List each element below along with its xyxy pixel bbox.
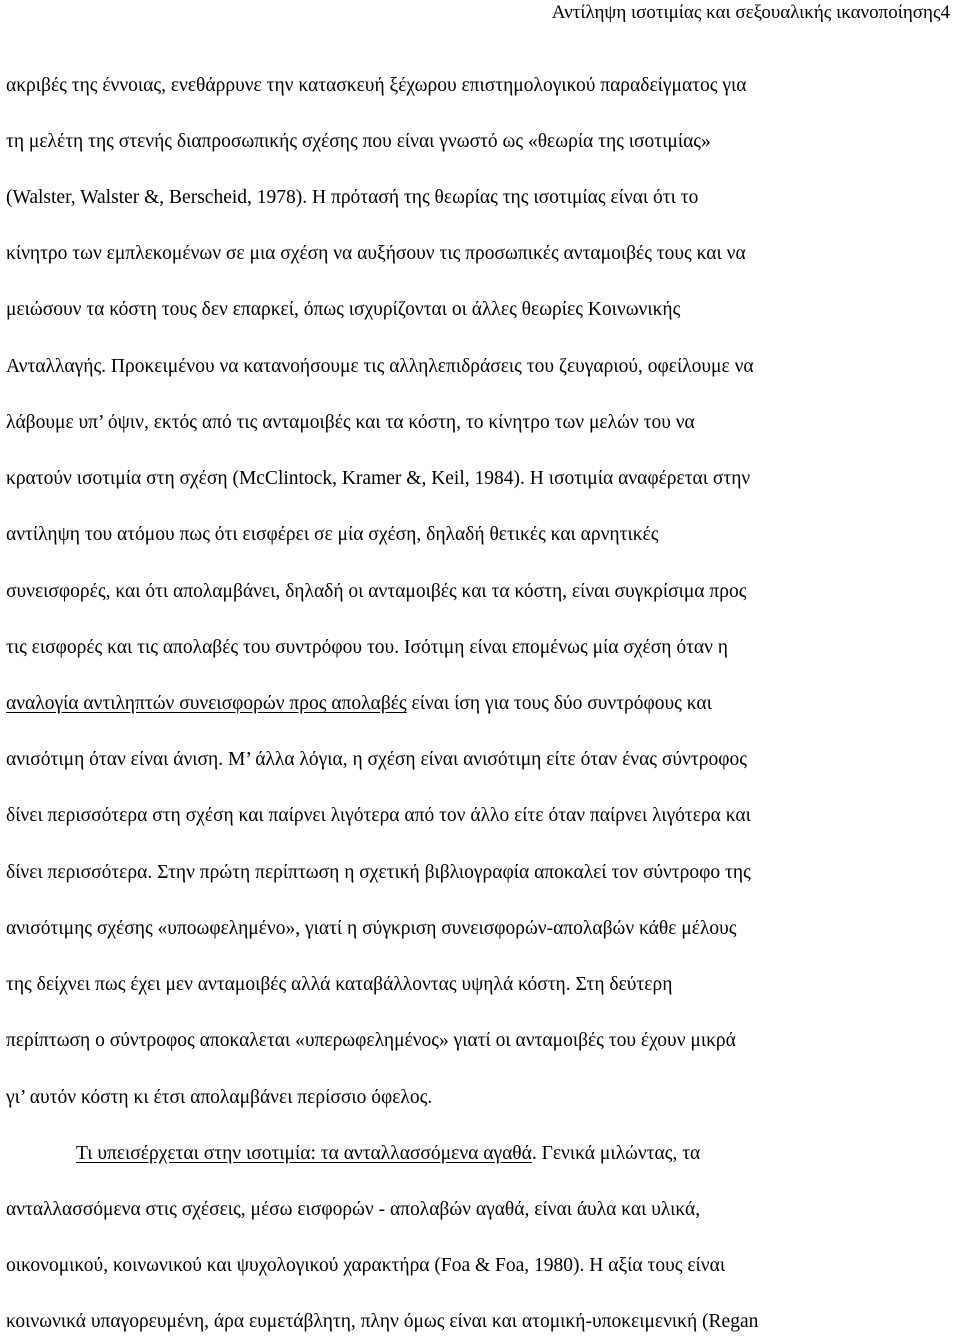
- text-line: γι’ αυτόν κόστη κι έτσι απολαμβάνει περίσσιο όφελος.: [6, 1087, 433, 1108]
- underlined-phrase: αναλογία αντιληπτών συνεισφορών προς απολαβές: [6, 693, 407, 714]
- text-run: είναι ίση για τους δύο συντρόφους και: [406, 693, 712, 714]
- text-line: κοινωνικά υπαγορευμένη, άρα ευμετάβλητη, πλην όμως είναι και ατομική-υποκειμενική (Regan: [6, 1311, 759, 1332]
- text-run: . Γενικά μιλώντας, τα: [531, 1143, 701, 1164]
- text-line: περίπτωση ο σύντροφος αποκαλεται «υπερωφελημένος» γιατί οι ανταμοιβές του έχουν μικρά: [6, 1030, 736, 1051]
- text-line: ανταλλασσόμενα στις σχέσεις, μέσω εισφορών - απολαβών αγαθά, είναι άυλα και υλικά,: [6, 1199, 701, 1220]
- text-line: κίνητρο των εμπλεκομένων σε μια σχέση να αυξήσουν τις προσωπικές ανταμοιβές τους και να: [6, 243, 746, 264]
- text-line: τη μελέτη της στενής διαπροσωπικής σχέσης που είναι γνωστό ως «θεωρία της ισοτιμίας»: [6, 131, 711, 152]
- text-line: συνεισφορές, και ότι απολαμβάνει, δηλαδή οι ανταμοιβές και τα κόστη, είναι συγκρίσιμα προς: [6, 581, 747, 602]
- text-line: ανισότιμη όταν είναι άνιση. Μ’ άλλα λόγια, η σχέση είναι ανισότιμη είτε όταν ένας σύντροφος: [6, 749, 747, 770]
- running-head: Αντίληψη ισοτιμίας και σεξουαλικής ικανοποίησης4: [551, 2, 950, 23]
- text-line: μειώσουν τα κόστη τους δεν επαρκεί, όπως ισχυρίζονται οι άλλες θεωρίες Κοινωνικής: [6, 299, 681, 320]
- text-line: δίνει περισσότερα. Στην πρώτη περίπτωση η σχετική βιβλιογραφία αποκαλεί τον σύντροφο της: [6, 862, 751, 883]
- text-line: λάβουμε υπ’ όψιν, εκτός από τις ανταμοιβές και τα κόστη, το κίνητρο των μελών του να: [6, 412, 695, 433]
- text-line: ανισότιμης σχέσης «υποωφελημένο», γιατί η σύγκριση συνεισφορών-απολαβών κάθε μέλους: [6, 918, 737, 939]
- text-line: Ανταλλαγής. Προκειμένου να κατανοήσουμε τις αλληλεπιδράσεις του ζευγαριού, οφείλουμε να: [6, 356, 754, 377]
- text-line: δίνει περισσότερα στη σχέση και παίρνει λιγότερα από τον άλλο είτε όταν παίρνει λιγότερα και: [6, 805, 751, 826]
- text-line: τις εισφορές και τις απολαβές του συντρόφου του. Ισότιμη είναι επομένως μία σχέση όταν η: [6, 637, 729, 658]
- section-heading-line: [76, 1142, 700, 1166]
- text-line: (Walster, Walster &, Berscheid, 1978). Η πρότασή της θεωρίας της ισοτιμίας είναι ότι το: [6, 187, 699, 208]
- section-heading: Τι υπεισέρχεται στην ισοτιμία: τα ανταλλασσόμενα αγαθά: [76, 1143, 532, 1164]
- text-line: ακριβές της έννοιας, ενεθάρρυνε την κατασκευή ξέχωρου επιστημολογικού παραδείγματος για: [6, 75, 747, 96]
- text-line: αντίληψη του ατόμου πως ότι εισφέρει σε μία σχέση, δηλαδή θετικές και αρνητικές: [6, 524, 659, 545]
- text-line: κρατούν ισοτιμία στη σχέση (McClintock, Kramer &, Keil, 1984). Η ισοτιμία αναφέρεται στην: [6, 468, 751, 489]
- text-line: οικονομικού, κοινωνικού και ψυχολογικού χαρακτήρα (Foa & Foa, 1980). Η αξία τους είναι: [6, 1255, 726, 1276]
- text-line: της δείχνει πως έχει μεν ανταμοιβές αλλά καταβάλλοντας υψηλά κόστη. Στη δεύτερη: [6, 974, 673, 995]
- text-line: [6, 692, 712, 716]
